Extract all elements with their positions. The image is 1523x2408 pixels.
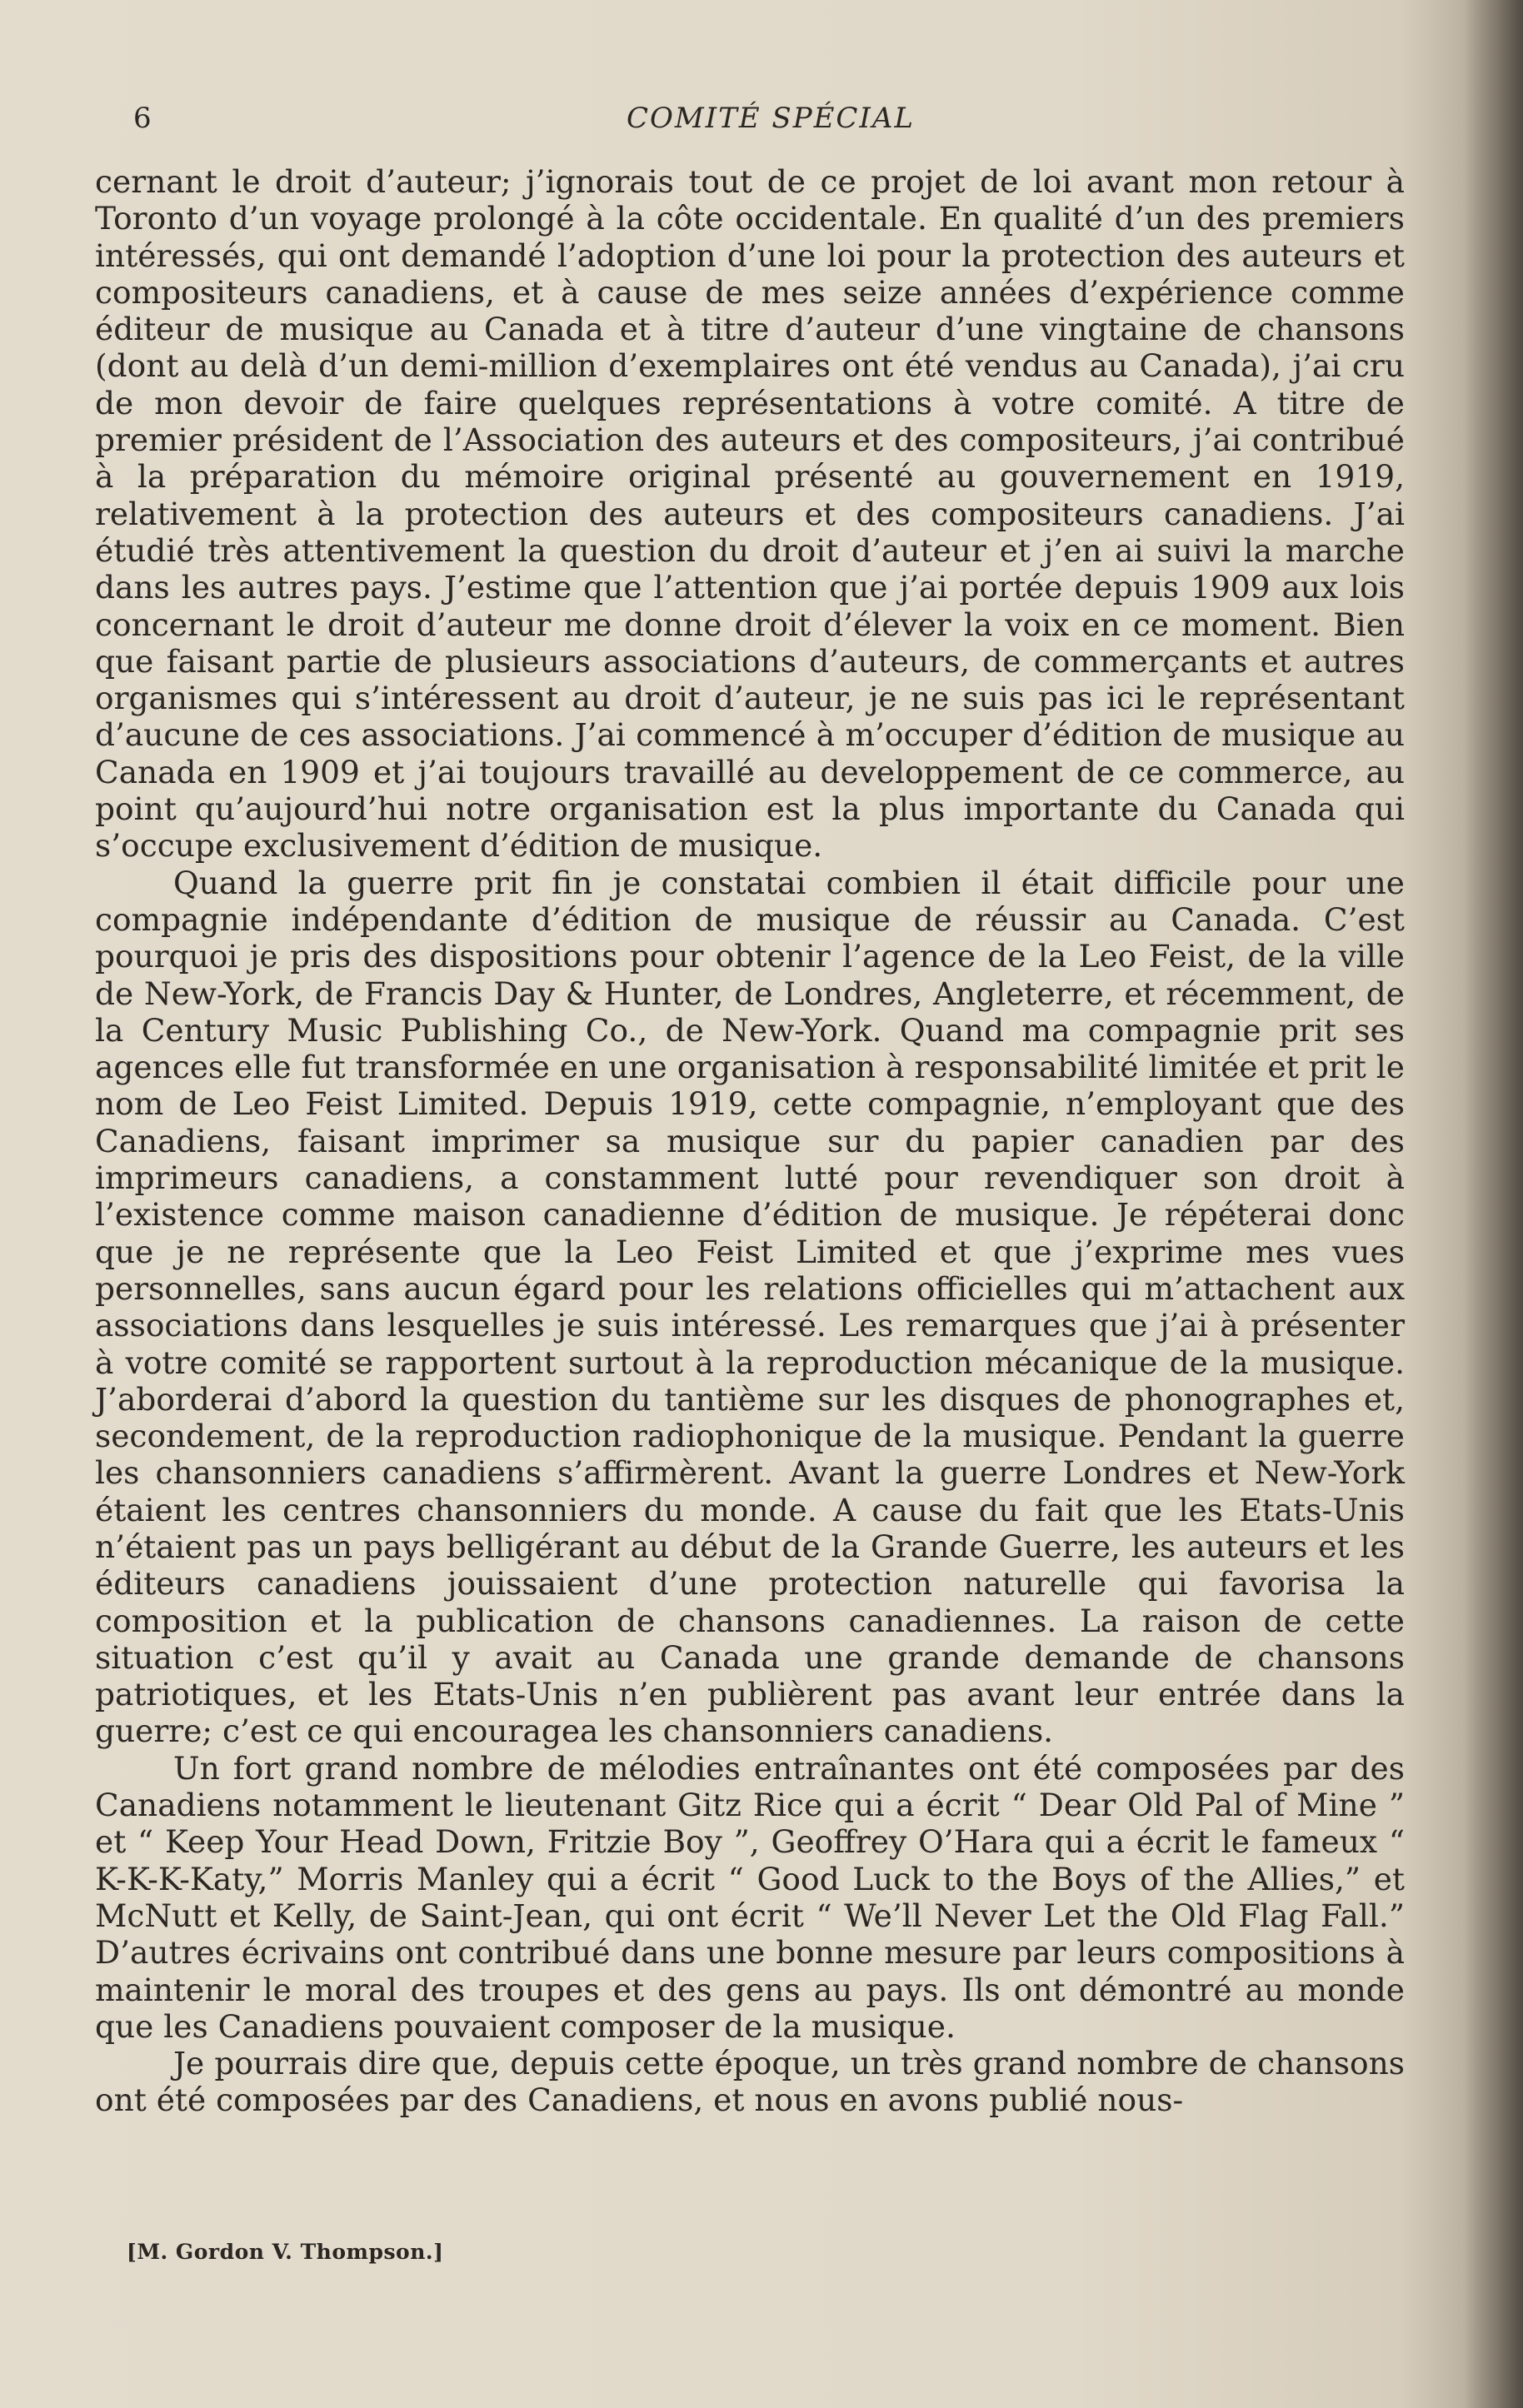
- paragraph-continuation: cernant le droit d’auteur; j’ignorais tout de ce projet de loi avant mon retour à Toronto d’un voyage prolongé à la côte occidentale. En qualité d’un des premiers intéressés, qui ont demandé l’adoption d’une loi pour la protection des auteurs et compositeurs canadiens, et à cause de mes seize années d’expérience comme éditeur de musique au Canada et à titre d’auteur d’une vingtaine de chansons (dont au delà d’un demi-million d’exemplaires ont été vendus au Canada), j’ai cru de mon devoir de faire quelques représentations à votre comité. A titre de premier président de l’Association des auteurs et des compositeurs, j’ai contribué à la préparation du mémoire original présenté au gouvernement en 1919, relativement à la protection des auteurs et des compositeurs canadiens. J’ai étudié très attentivement la question du droit d’auteur et j’en ai suivi la marche dans les autres pays. J’estime que l’attention que j’ai portée depuis 1909 aux lois concernant le droit d’auteur me donne droit d’élever la voix en ce moment. Bien que faisant partie de plusieurs associations d’auteurs, de commerçants et autres organismes qui s’intéressent au droit d’auteur, je ne suis pas ici le représentant d’aucune de ces associations. J’ai commencé à m’occuper d’édition de musique au Canada en 1909 et j’ai toujours travaillé au developpement de ce commerce, au point qu’aujourd’hui notre organisation est la plus importante du Canada qui s’occupe exclusivement d’édition de musique.: [95, 163, 1405, 865]
- paragraph: Je pourrais dire que, depuis cette époque, un très grand nombre de chansons ont été composées par des Canadiens, et nous en avons publié nous-: [95, 2045, 1405, 2119]
- page-edge-shadow: [1465, 0, 1523, 2408]
- paragraph: Un fort grand nombre de mélodies entraînantes ont été composées par des Canadiens notamment le lieutenant Gitz Rice qui a écrit “ Dear Old Pal of Mine ” et “ Keep Your Head Down, Fritzie Boy ”, Geoffrey O’Hara qui a écrit le fameux “ K-K-K-Katy,” Morris Manley qui a écrit “ Good Luck to the Boys of the Allies,” et McNutt et Kelly, de Saint-Jean, qui ont écrit “ We’ll Never Let the Old Flag Fall.” D’autres écrivains ont contribué dans une bonne mesure par leurs compositions à maintenir le moral des troupes et des gens au pays. Ils ont démontré au monde que les Canadiens pouvaient composer de la musique.: [95, 1749, 1405, 2045]
- body-text: [95, 163, 1405, 2119]
- page-number: 6: [133, 102, 152, 135]
- speaker-attribution: [M. Gordon V. Thompson.]: [127, 2240, 444, 2264]
- page-header: [133, 102, 1408, 143]
- running-title: COMITÉ SPÉCIAL: [626, 102, 915, 135]
- paragraph: Quand la guerre prit fin je constatai combien il était difficile pour une compagnie indépendante d’édition de musique de réussir au Canada. C’est pourquoi je pris des dispositions pour obtenir l’agence de la Leo Feist, de la ville de New-York, de Francis Day & Hunter, de Londres, Angleterre, et récemment, de la Century Music Publishing Co., de New-York. Quand ma compagnie prit ses agences elle fut transformée en une organisation à responsabilité limitée et prit le nom de Leo Feist Limited. Depuis 1919, cette compagnie, n’employant que des Canadiens, faisant imprimer sa musique sur du papier canadien par des imprimeurs canadiens, a constamment lutté pour revendiquer son droit à l’existence comme maison canadienne d’édition de musique. Je répéterai donc que je ne représente que la Leo Feist Limited et que j’exprime mes vues personnelles, sans aucun égard pour les relations officielles qui m’attachent aux associations dans lesquelles je suis intéressé. Les remarques que j’ai à présenter à votre comité se rapportent surtout à la reproduction mécanique de la musique. J’aborderai d’abord la question du tantième sur les disques de phonographes et, secondement, de la reproduction radiophonique de la musique. Pendant la guerre les chansonniers canadiens s’affirmèrent. Avant la guerre Londres et New-York étaient les centres chansonniers du monde. A cause du fait que les Etats-Unis n’étaient pas un pays belligérant au début de la Grande Guerre, les auteurs et les éditeurs canadiens jouissaient d’une protection naturelle qui favorisa la composition et la publication de chansons canadiennes. La raison de cette situation c’est qu’il y avait au Canada une grande demande de chansons patriotiques, et les Etats-Unis n’en publièrent pas avant leur entrée dans la guerre; c’est ce qui encouragea les chansonniers canadiens.: [95, 864, 1405, 1750]
